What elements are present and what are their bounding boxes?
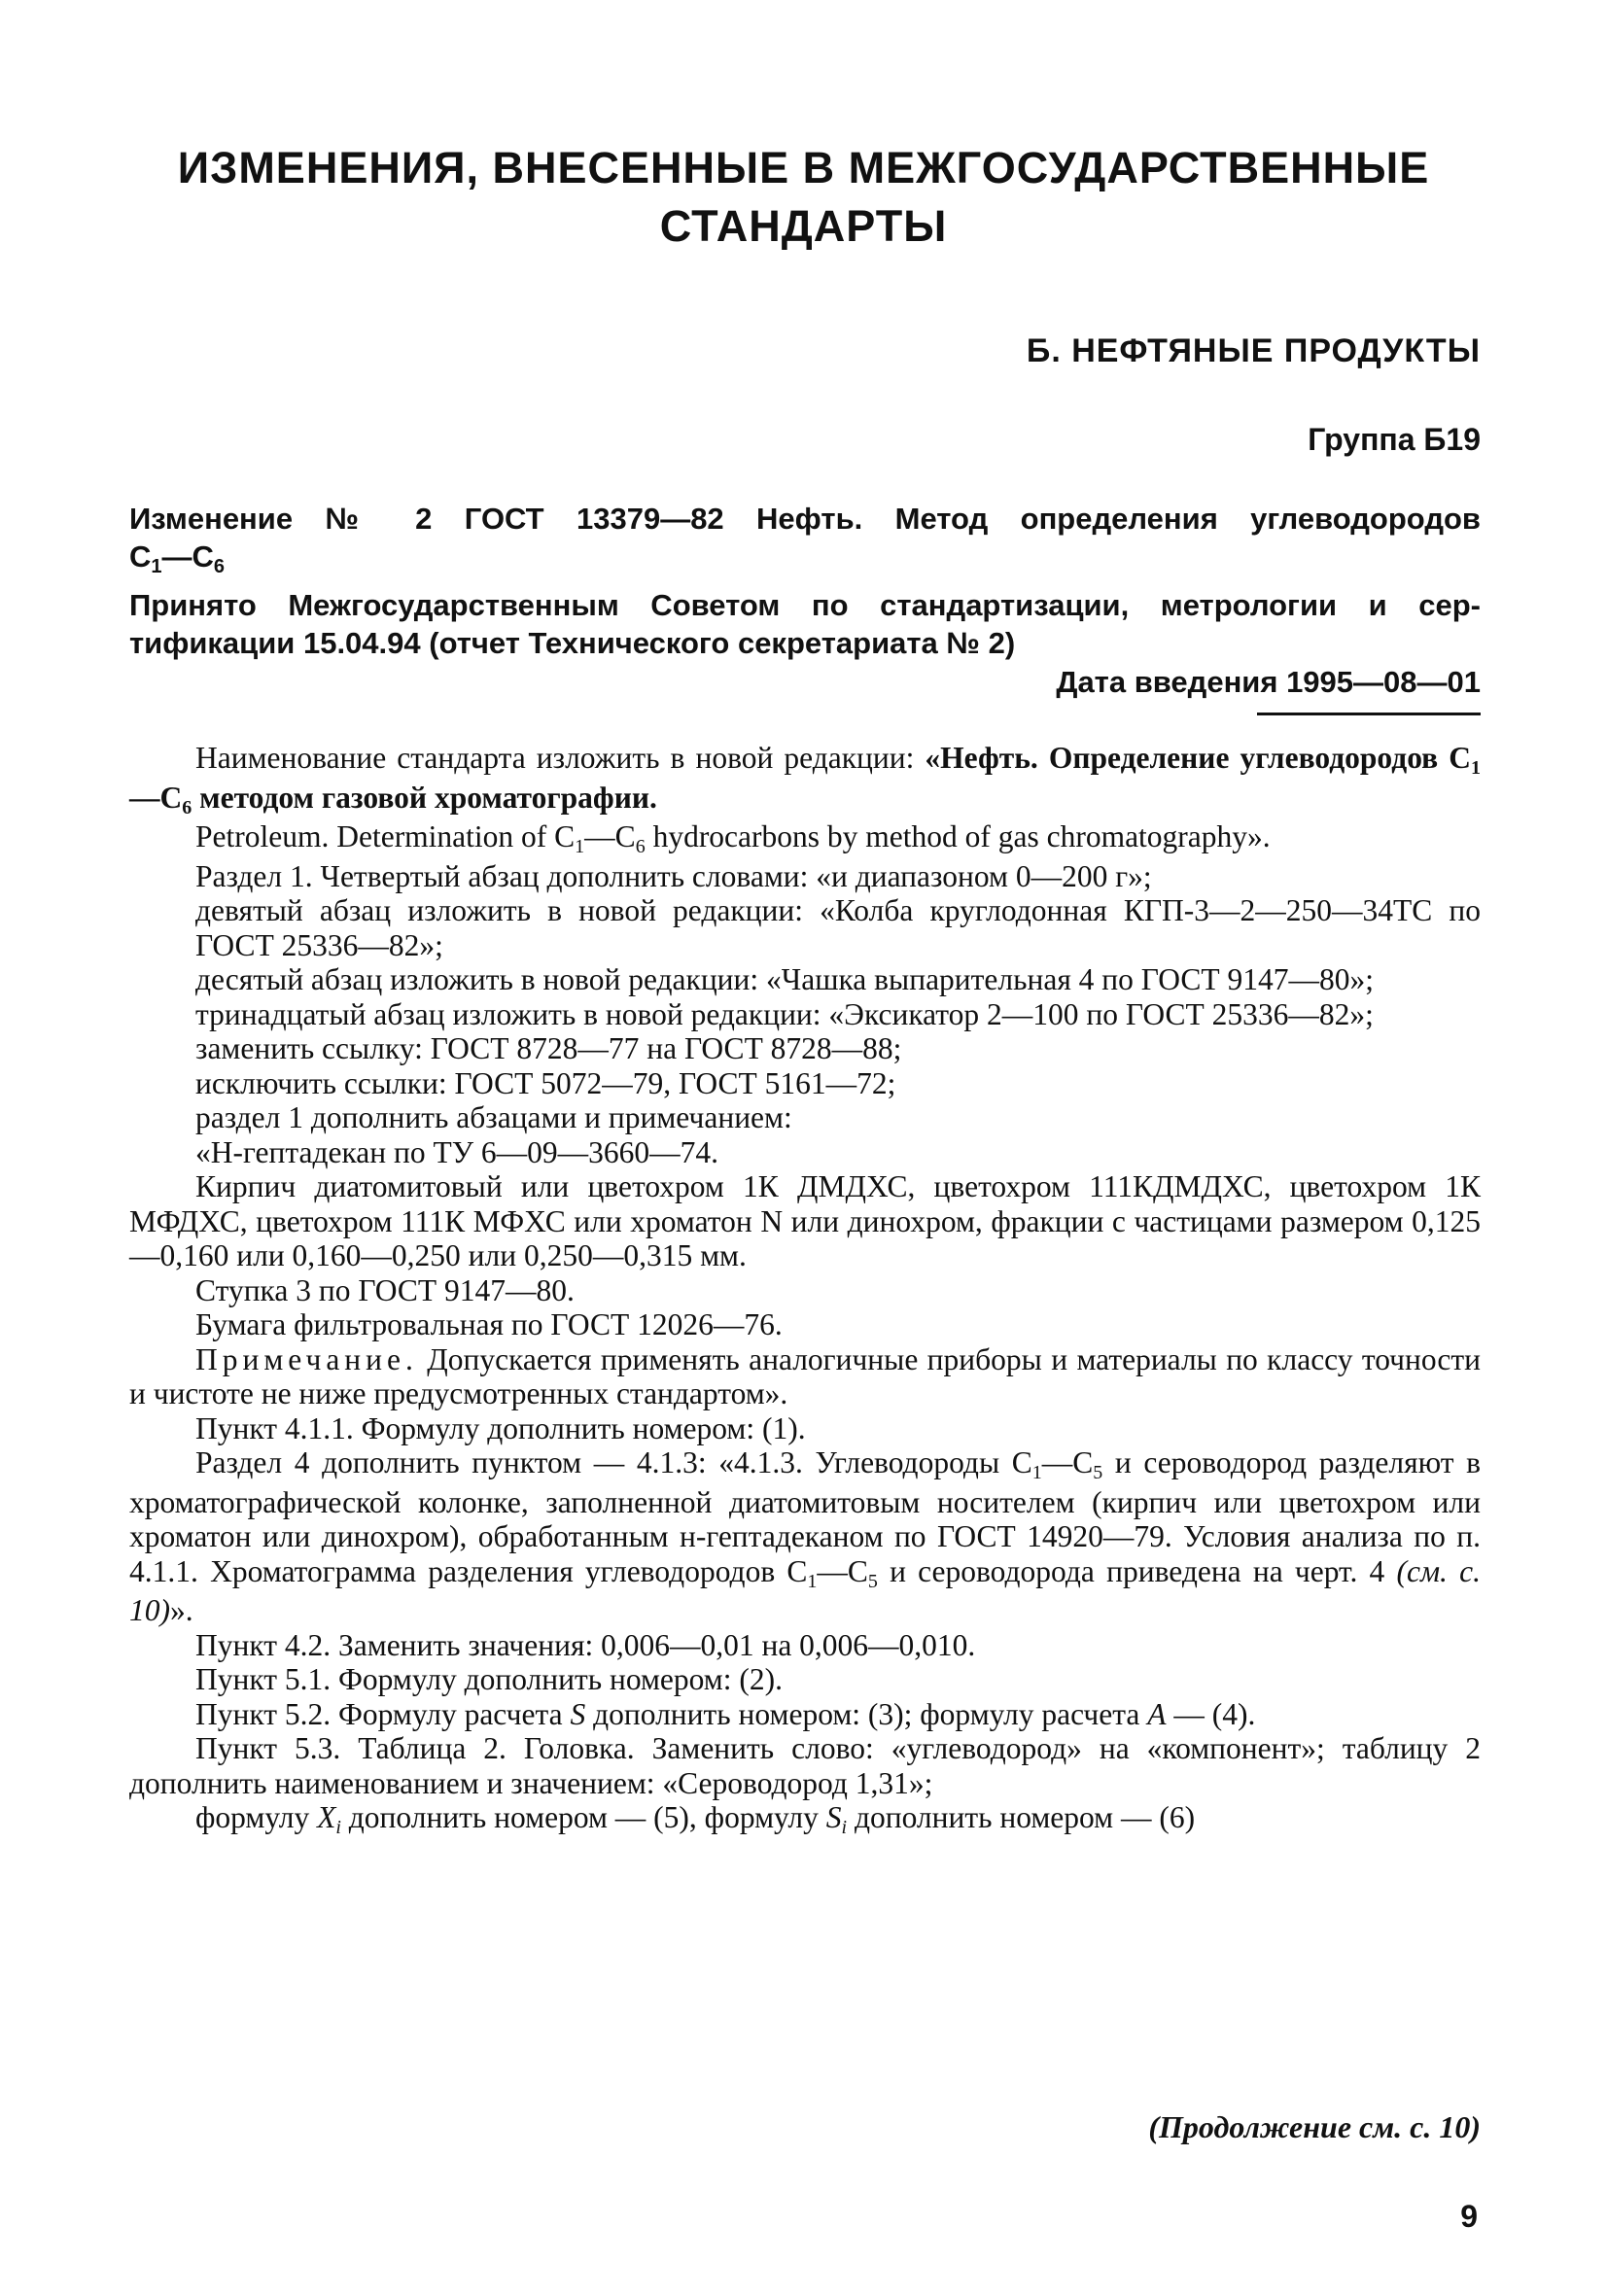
date-underline: [1257, 713, 1481, 715]
paragraph: Кирпич диатомитовый или цветохром 1К ДМДХС, цветохром 111КДМДХС, цветохром 1К МФДХС, цветохром 111К МФХС или хроматон N или динохром, фракции с частицами размером 0,125—0,160 или 0,160—0,250 или 0,250—0,315 мм.: [129, 1169, 1481, 1272]
paragraph: Наименование стандарта изложить в новой редакции: «Нефть. Определение углеводородов C1—C6 методом газовой хроматографии.: [129, 741, 1481, 818]
paragraph: заменить ссылку: ГОСТ 8728—77 на ГОСТ 8728—88;: [195, 1031, 902, 1065]
document-title: [0, 139, 1607, 256]
paragraph: Пункт 4.2. Заменить значения: 0,006—0,01 на 0,006—0,010.: [195, 1627, 976, 1662]
document-body: [129, 741, 1481, 1840]
paragraph: Petroleum. Determination of C1—C6 hydrocarbons by method of gas chromatography».: [195, 819, 1271, 857]
change-title-line-2: C1—C6: [129, 539, 226, 577]
paragraph: Ступка 3 по ГОСТ 9147—80.: [195, 1272, 575, 1307]
paragraph: Пункт 5.3. Таблица 2. Головка. Заменить слово: «углеводород» на «компонент»; таблицу 2 дополнить наименованием и значением: «Сероводород 1,31»;: [129, 1731, 1481, 1800]
paragraph: Пункт 5.2. Формулу расчета S дополнить номером: (3); формулу расчета A — (4).: [195, 1696, 1256, 1731]
adopted-line-2: тификации 15.04.94 (отчет Технического секретариата № 2): [129, 626, 1016, 660]
paragraph: десятый абзац изложить в новой редакции: «Чашка выпарительная 4 по ГОСТ 9147—80»;: [195, 962, 1374, 996]
paragraph: Раздел 1. Четвертый абзац дополнить словами: «и диапазоном 0—200 г»;: [195, 858, 1152, 893]
change-title-line-1: Изменение № 2 ГОСТ 13379—82 Нефть. Метод определения углеводородов: [129, 502, 1481, 536]
section-heading: Б. НЕФТЯНЫЕ ПРОДУКТЫ: [1026, 332, 1481, 369]
group-label: Группа Б19: [1308, 422, 1481, 457]
title-line-1: ИЗМЕНЕНИЯ, ВНЕСЕННЫЕ В МЕЖГОСУДАРСТВЕННЫЕ: [177, 143, 1430, 192]
paragraph: исключить ссылки: ГОСТ 5072—79, ГОСТ 5161—72;: [195, 1065, 896, 1100]
adopted-line-1: Принято Межгосударственным Советом по стандартизации, метрологии и сер-: [129, 588, 1481, 622]
effective-date: Дата введения 1995—08—01: [1056, 665, 1481, 699]
note-paragraph: Примечание. Допускается применять аналогичные приборы и материалы по классу точности и чистоте не ниже предусмотренных стандартом».: [129, 1341, 1481, 1410]
paragraph: Бумага фильтровальная по ГОСТ 12026—76.: [195, 1307, 783, 1341]
page-number: 9: [1460, 2199, 1478, 2234]
continued-note: (Продолжение см. с. 10): [1148, 2109, 1481, 2144]
paragraph: Раздел 4 дополнить пунктом — 4.1.3: «4.1.3. Углеводороды C1—C5 и сероводород разделяют в хроматографической колонке, заполненной диатомитовым носителем (кирпич или цветохром или хроматон или динохром), обработанным н-гептадеканом по ГОСТ 14920—79. Условия анализа по п. 4.1.1. Хроматограмма разделения углеводородов C1—C5 и сероводорода приведена на черт. 4 (см. с. 10)».: [129, 1445, 1481, 1627]
title-line-2: СТАНДАРТЫ: [659, 201, 948, 251]
paragraph: тринадцатый абзац изложить в новой редакции: «Эксикатор 2—100 по ГОСТ 25336—82»;: [195, 996, 1374, 1031]
paragraph: формулу Xi дополнить номером — (5), формулу Si дополнить номером — (6): [195, 1800, 1196, 1838]
paragraph: Пункт 4.1.1. Формулу дополнить номером: (1).: [195, 1410, 806, 1445]
paragraph: девятый абзац изложить в новой редакции: «Колба круглодонная КГП-3—2—250—34ТС по ГОСТ 25336—82»;: [195, 893, 1481, 962]
paragraph: раздел 1 дополнить абзацами и примечанием:: [195, 1100, 792, 1134]
paragraph: «Н-гептадекан по ТУ 6—09—3660—74.: [195, 1134, 719, 1169]
paragraph: Пункт 5.1. Формулу дополнить номером: (2).: [195, 1662, 783, 1696]
